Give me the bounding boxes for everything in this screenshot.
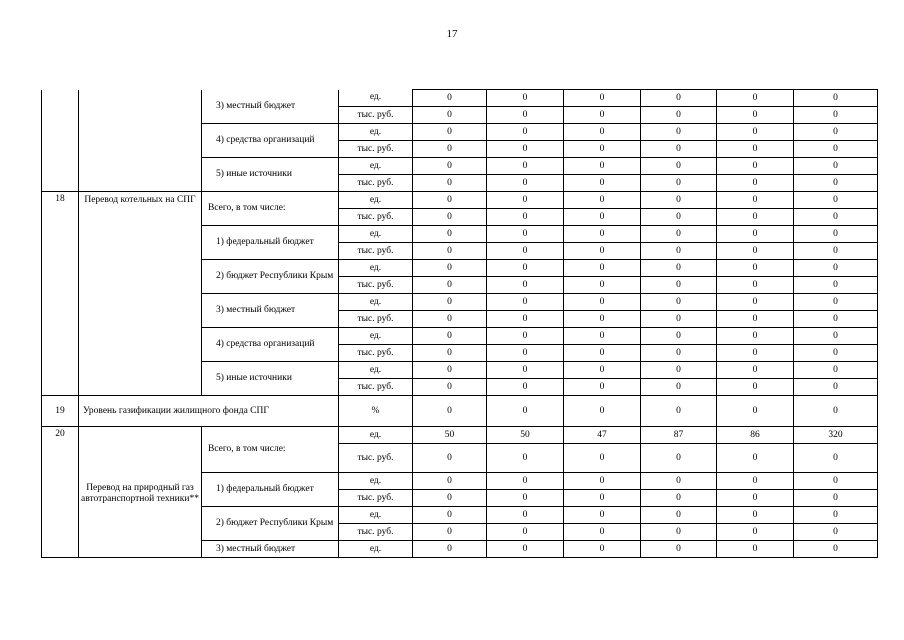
value-cell: 0 xyxy=(413,226,487,243)
value-cell: 0 xyxy=(413,396,487,427)
value-cell: 0 xyxy=(487,444,564,473)
value-cell: 0 xyxy=(641,541,717,558)
value-cell: 0 xyxy=(794,507,878,524)
value-cell: 0 xyxy=(487,226,564,243)
value-cell: 86 xyxy=(717,427,794,444)
value-cell: 0 xyxy=(564,192,641,209)
unit-cell: ед. xyxy=(339,473,413,490)
unit-cell: тыс. руб. xyxy=(339,209,413,226)
value-cell: 0 xyxy=(794,311,878,328)
funding-source-cell: 5) иные источники xyxy=(202,362,339,396)
value-cell: 0 xyxy=(413,141,487,158)
value-cell: 50 xyxy=(413,427,487,444)
value-cell: 0 xyxy=(564,396,641,427)
value-cell: 0 xyxy=(641,294,717,311)
value-cell: 0 xyxy=(564,345,641,362)
value-cell: 0 xyxy=(641,141,717,158)
value-cell: 0 xyxy=(487,294,564,311)
value-cell: 0 xyxy=(413,379,487,396)
value-cell: 0 xyxy=(487,379,564,396)
value-cell: 0 xyxy=(794,362,878,379)
value-cell: 0 xyxy=(717,243,794,260)
value-cell: 0 xyxy=(794,473,878,490)
unit-cell: ед. xyxy=(339,328,413,345)
value-cell: 0 xyxy=(717,141,794,158)
value-cell: 0 xyxy=(487,175,564,192)
value-cell: 0 xyxy=(794,90,878,107)
funding-source-cell: 4) средства организаций xyxy=(202,124,339,158)
item-name-cell xyxy=(79,90,202,192)
value-cell: 0 xyxy=(564,107,641,124)
funding-source-cell: 2) бюджет Республики Крым xyxy=(202,260,339,294)
value-cell: 0 xyxy=(717,209,794,226)
value-cell: 47 xyxy=(564,427,641,444)
value-cell: 0 xyxy=(717,260,794,277)
item-name-cell: Перевод котельных на СПГ xyxy=(79,192,202,396)
value-cell: 0 xyxy=(487,328,564,345)
value-cell: 0 xyxy=(641,328,717,345)
value-cell: 0 xyxy=(641,90,717,107)
value-cell: 0 xyxy=(641,345,717,362)
item-name-cell: Уровень газификации жилищного фонда СПГ xyxy=(79,396,339,427)
value-cell: 0 xyxy=(413,490,487,507)
value-cell: 0 xyxy=(564,294,641,311)
funding-source-cell: 4) средства организаций xyxy=(202,328,339,362)
value-cell: 0 xyxy=(717,158,794,175)
value-cell: 0 xyxy=(413,209,487,226)
value-cell: 50 xyxy=(487,427,564,444)
value-cell: 0 xyxy=(487,141,564,158)
value-cell: 0 xyxy=(413,90,487,107)
value-cell: 0 xyxy=(717,192,794,209)
value-cell: 0 xyxy=(794,192,878,209)
value-cell: 0 xyxy=(641,362,717,379)
value-cell: 0 xyxy=(641,175,717,192)
value-cell: 0 xyxy=(641,226,717,243)
unit-cell: тыс. руб. xyxy=(339,524,413,541)
value-cell: 0 xyxy=(487,192,564,209)
value-cell: 0 xyxy=(641,277,717,294)
value-cell: 0 xyxy=(641,209,717,226)
value-cell: 0 xyxy=(717,345,794,362)
value-cell: 0 xyxy=(794,124,878,141)
value-cell: 0 xyxy=(413,444,487,473)
value-cell: 0 xyxy=(717,328,794,345)
value-cell: 0 xyxy=(413,107,487,124)
value-cell: 0 xyxy=(641,107,717,124)
value-cell: 0 xyxy=(413,294,487,311)
unit-cell: тыс. руб. xyxy=(339,311,413,328)
value-cell: 0 xyxy=(487,107,564,124)
value-cell: 0 xyxy=(717,507,794,524)
value-cell: 0 xyxy=(641,444,717,473)
value-cell: 0 xyxy=(487,277,564,294)
value-cell: 0 xyxy=(794,328,878,345)
unit-cell: ед. xyxy=(339,427,413,444)
value-cell: 0 xyxy=(413,175,487,192)
value-cell: 0 xyxy=(794,243,878,260)
value-cell: 0 xyxy=(413,524,487,541)
table-body xyxy=(42,90,878,558)
funding-source-cell: Всего, в том числе: xyxy=(202,427,339,473)
value-cell: 0 xyxy=(564,243,641,260)
table-row xyxy=(42,90,878,107)
value-cell: 0 xyxy=(641,260,717,277)
value-cell: 0 xyxy=(717,473,794,490)
value-cell: 0 xyxy=(413,541,487,558)
value-cell: 0 xyxy=(717,226,794,243)
unit-cell: ед. xyxy=(339,124,413,141)
value-cell: 0 xyxy=(564,328,641,345)
value-cell: 0 xyxy=(641,524,717,541)
value-cell: 0 xyxy=(413,311,487,328)
value-cell: 0 xyxy=(641,243,717,260)
value-cell: 0 xyxy=(564,226,641,243)
value-cell: 320 xyxy=(794,427,878,444)
funding-source-cell: 3) местный бюджет xyxy=(202,541,339,558)
item-name-cell: Перевод на природный газ автотранспортной техники** xyxy=(79,427,202,558)
value-cell: 0 xyxy=(641,507,717,524)
value-cell: 0 xyxy=(794,379,878,396)
table-row xyxy=(42,396,878,427)
value-cell: 0 xyxy=(413,243,487,260)
value-cell: 0 xyxy=(564,175,641,192)
funding-source-cell: 3) местный бюджет xyxy=(202,90,339,124)
value-cell: 0 xyxy=(487,362,564,379)
value-cell: 0 xyxy=(717,379,794,396)
value-cell: 0 xyxy=(794,294,878,311)
unit-cell: ед. xyxy=(339,192,413,209)
value-cell: 0 xyxy=(794,396,878,427)
value-cell: 0 xyxy=(717,90,794,107)
unit-cell: ед. xyxy=(339,90,413,107)
value-cell: 0 xyxy=(717,524,794,541)
value-cell: 0 xyxy=(794,158,878,175)
value-cell: 0 xyxy=(487,243,564,260)
value-cell: 0 xyxy=(564,141,641,158)
value-cell: 0 xyxy=(413,362,487,379)
value-cell: 0 xyxy=(487,396,564,427)
value-cell: 0 xyxy=(487,524,564,541)
value-cell: 0 xyxy=(717,124,794,141)
unit-cell: ед. xyxy=(339,260,413,277)
value-cell: 0 xyxy=(564,277,641,294)
value-cell: 0 xyxy=(794,226,878,243)
value-cell: 0 xyxy=(717,175,794,192)
value-cell: 0 xyxy=(717,107,794,124)
value-cell: 0 xyxy=(564,311,641,328)
value-cell: 87 xyxy=(641,427,717,444)
value-cell: 0 xyxy=(413,328,487,345)
funding-source-cell: 3) местный бюджет xyxy=(202,294,339,328)
funding-source-cell: Всего, в том числе: xyxy=(202,192,339,226)
value-cell: 0 xyxy=(487,311,564,328)
value-cell: 0 xyxy=(794,209,878,226)
value-cell: 0 xyxy=(564,507,641,524)
value-cell: 0 xyxy=(413,192,487,209)
value-cell: 0 xyxy=(717,362,794,379)
unit-cell: тыс. руб. xyxy=(339,490,413,507)
value-cell: 0 xyxy=(564,444,641,473)
unit-cell: тыс. руб. xyxy=(339,107,413,124)
value-cell: 0 xyxy=(794,524,878,541)
value-cell: 0 xyxy=(794,260,878,277)
value-cell: 0 xyxy=(641,124,717,141)
value-cell: 0 xyxy=(564,90,641,107)
value-cell: 0 xyxy=(794,345,878,362)
value-cell: 0 xyxy=(487,541,564,558)
value-cell: 0 xyxy=(564,490,641,507)
value-cell: 0 xyxy=(564,260,641,277)
value-cell: 0 xyxy=(413,507,487,524)
value-cell: 0 xyxy=(794,277,878,294)
value-cell: 0 xyxy=(641,158,717,175)
value-cell: 0 xyxy=(487,90,564,107)
value-cell: 0 xyxy=(413,158,487,175)
item-number-cell: 18 xyxy=(42,192,79,396)
unit-cell: % xyxy=(339,396,413,427)
value-cell: 0 xyxy=(487,158,564,175)
value-cell: 0 xyxy=(487,260,564,277)
value-cell: 0 xyxy=(564,209,641,226)
value-cell: 0 xyxy=(564,524,641,541)
value-cell: 0 xyxy=(413,277,487,294)
value-cell: 0 xyxy=(564,473,641,490)
value-cell: 0 xyxy=(564,541,641,558)
value-cell: 0 xyxy=(564,124,641,141)
value-cell: 0 xyxy=(794,107,878,124)
value-cell: 0 xyxy=(641,490,717,507)
value-cell: 0 xyxy=(564,362,641,379)
unit-cell: ед. xyxy=(339,541,413,558)
value-cell: 0 xyxy=(487,209,564,226)
unit-cell: ед. xyxy=(339,294,413,311)
indicators-table xyxy=(41,89,878,558)
unit-cell: тыс. руб. xyxy=(339,345,413,362)
unit-cell: тыс. руб. xyxy=(339,141,413,158)
funding-source-cell: 2) бюджет Республики Крым xyxy=(202,507,339,541)
value-cell: 0 xyxy=(413,345,487,362)
value-cell: 0 xyxy=(717,396,794,427)
unit-cell: ед. xyxy=(339,362,413,379)
value-cell: 0 xyxy=(487,345,564,362)
unit-cell: тыс. руб. xyxy=(339,175,413,192)
value-cell: 0 xyxy=(794,541,878,558)
page-number: 17 xyxy=(446,28,458,40)
value-cell: 0 xyxy=(641,473,717,490)
value-cell: 0 xyxy=(564,158,641,175)
value-cell: 0 xyxy=(717,294,794,311)
value-cell: 0 xyxy=(641,379,717,396)
value-cell: 0 xyxy=(641,311,717,328)
funding-source-cell: 1) федеральный бюджет xyxy=(202,226,339,260)
value-cell: 0 xyxy=(717,277,794,294)
value-cell: 0 xyxy=(487,124,564,141)
value-cell: 0 xyxy=(413,124,487,141)
value-cell: 0 xyxy=(413,260,487,277)
value-cell: 0 xyxy=(641,396,717,427)
value-cell: 0 xyxy=(413,473,487,490)
value-cell: 0 xyxy=(717,444,794,473)
item-number-cell: 19 xyxy=(42,396,79,427)
value-cell: 0 xyxy=(717,490,794,507)
item-number-cell xyxy=(42,90,79,192)
unit-cell: тыс. руб. xyxy=(339,444,413,473)
unit-cell: ед. xyxy=(339,507,413,524)
value-cell: 0 xyxy=(564,379,641,396)
item-number-cell: 20 xyxy=(42,427,79,558)
unit-cell: ед. xyxy=(339,158,413,175)
funding-source-cell: 5) иные источники xyxy=(202,158,339,192)
value-cell: 0 xyxy=(794,444,878,473)
value-cell: 0 xyxy=(487,507,564,524)
value-cell: 0 xyxy=(794,141,878,158)
table-row xyxy=(42,192,878,209)
unit-cell: тыс. руб. xyxy=(339,277,413,294)
value-cell: 0 xyxy=(717,311,794,328)
value-cell: 0 xyxy=(794,490,878,507)
funding-source-cell: 1) федеральный бюджет xyxy=(202,473,339,507)
value-cell: 0 xyxy=(794,175,878,192)
value-cell: 0 xyxy=(641,192,717,209)
value-cell: 0 xyxy=(487,490,564,507)
table-row xyxy=(42,427,878,444)
unit-cell: ед. xyxy=(339,226,413,243)
unit-cell: тыс. руб. xyxy=(339,379,413,396)
value-cell: 0 xyxy=(487,473,564,490)
value-cell: 0 xyxy=(717,541,794,558)
unit-cell: тыс. руб. xyxy=(339,243,413,260)
